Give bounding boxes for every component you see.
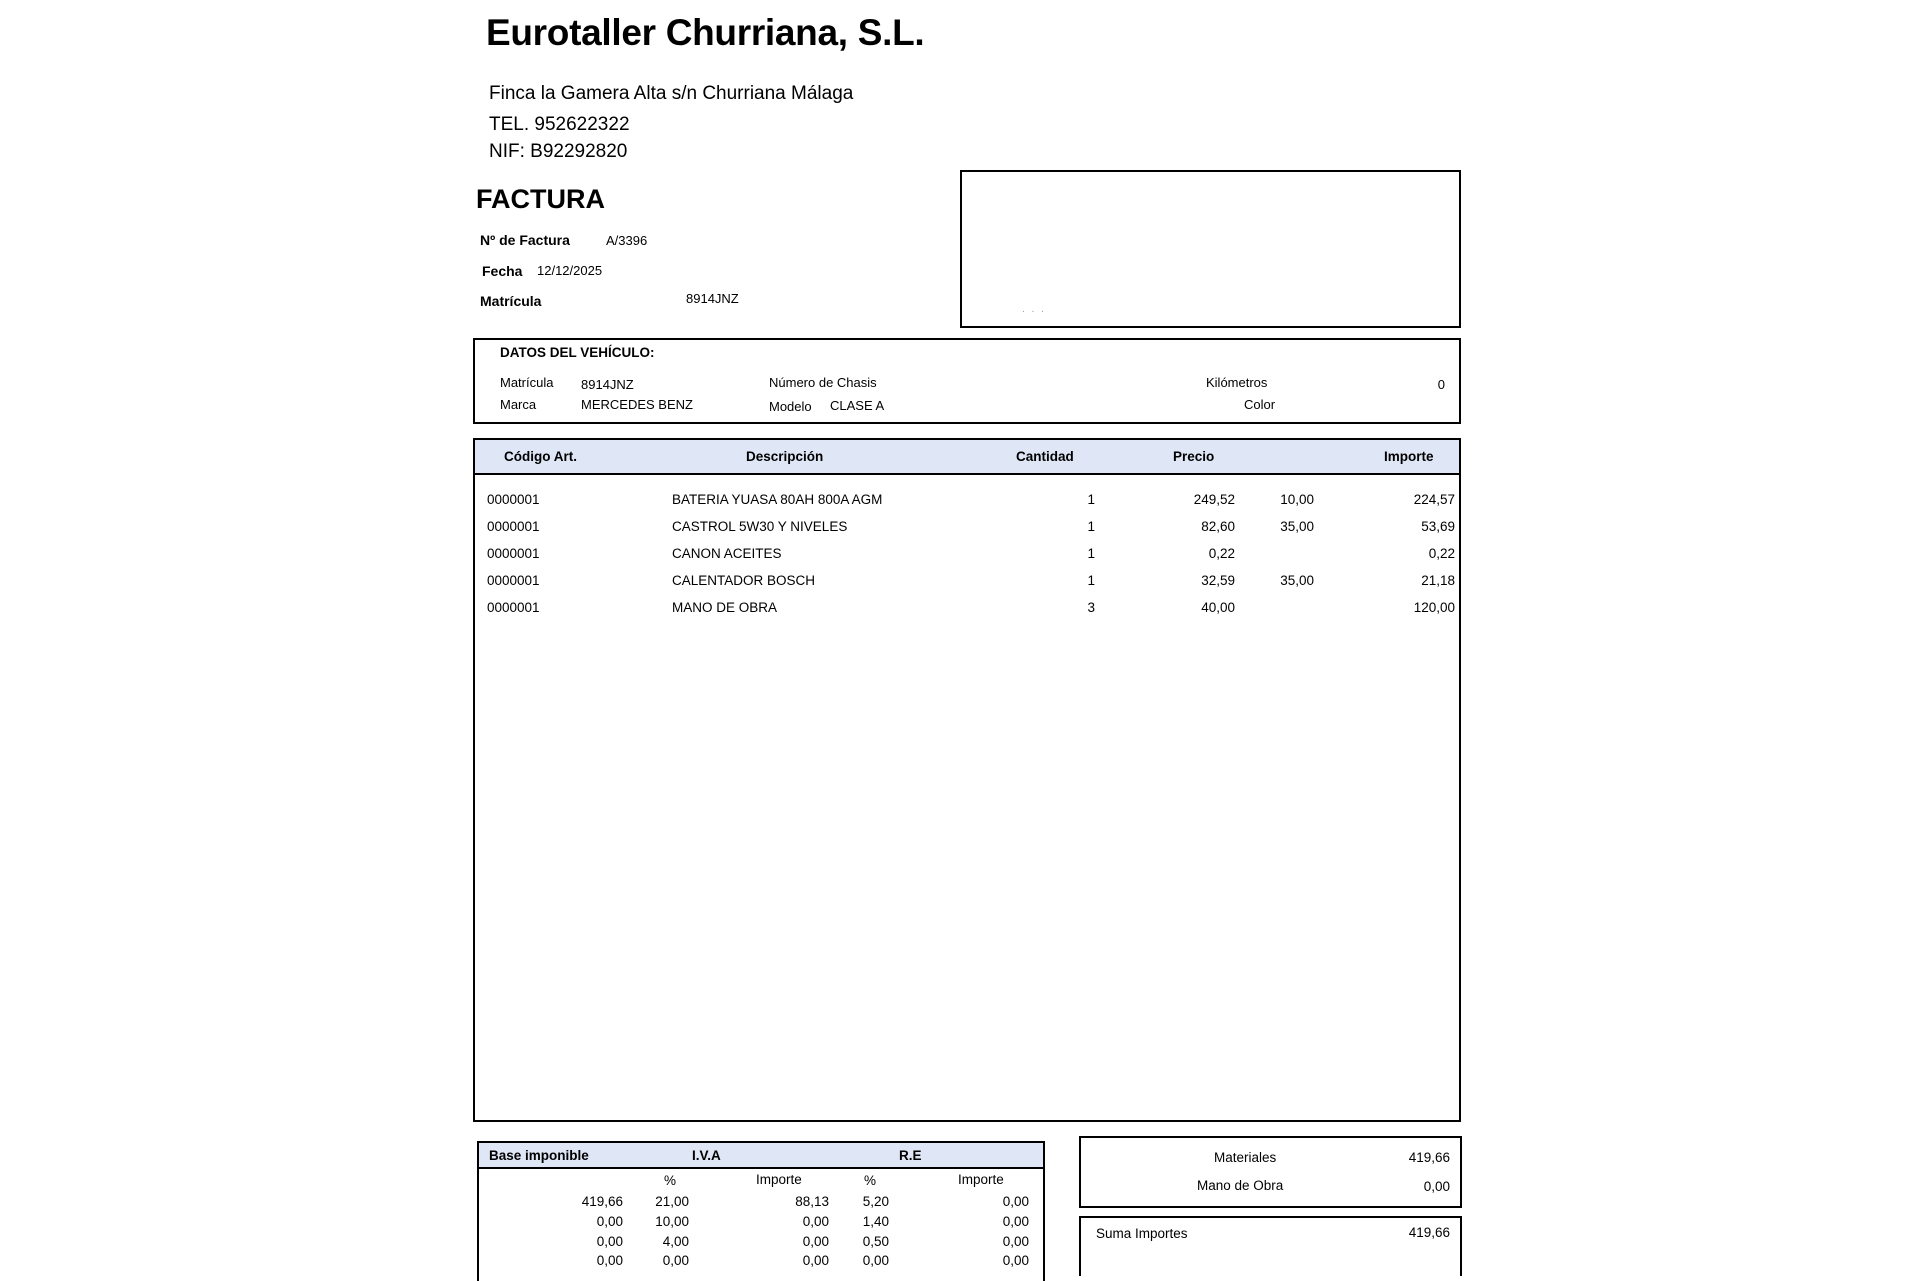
col-quantity: Cantidad	[1016, 449, 1074, 464]
invoice-number: A/3396	[606, 233, 648, 248]
row-amount: 224,57	[1413, 492, 1455, 507]
col-price: Precio	[1173, 449, 1215, 464]
tax-header	[479, 1143, 1043, 1169]
invoice-date-label: Fecha	[482, 263, 523, 279]
tax-re-amount: 0,00	[1002, 1194, 1029, 1209]
vehicle-box	[473, 338, 1461, 424]
sum-box	[1079, 1216, 1462, 1276]
invoice-plate: 8914JNZ	[686, 291, 739, 306]
invoice-title: FACTURA	[476, 184, 605, 214]
items-header	[475, 440, 1459, 475]
vehicle-model: CLASE A	[830, 398, 885, 413]
tax-iva-pct: 21,00	[655, 1194, 689, 1209]
row-quantity: 1	[1087, 573, 1095, 588]
materials-label: Materiales	[1214, 1150, 1277, 1165]
items-table	[473, 438, 1461, 1122]
company-phone: TEL. 952622322	[489, 114, 630, 135]
row-code: 0000001	[487, 546, 540, 561]
row-amount: 21,18	[1421, 573, 1455, 588]
tax-sub-iva-amount: Importe	[756, 1172, 802, 1187]
vehicle-plate: 8914JNZ	[581, 377, 634, 392]
invoice-plate-label: Matrícula	[480, 293, 542, 309]
tax-iva-amount: 0,00	[802, 1234, 829, 1249]
row-quantity: 1	[1087, 492, 1095, 507]
tax-iva-amount: 88,13	[795, 1194, 829, 1209]
row-price: 0,22	[1208, 546, 1235, 561]
vehicle-plate-label: Matrícula	[500, 375, 554, 390]
vehicle-km: 0	[1437, 377, 1445, 392]
row-code: 0000001	[487, 492, 540, 507]
materials-value: 419,66	[1408, 1150, 1450, 1165]
vehicle-brand-label: Marca	[500, 397, 537, 412]
vehicle-chassis-label: Número de Chasis	[769, 375, 877, 390]
labor-value: 0,00	[1423, 1179, 1450, 1194]
tax-table	[477, 1141, 1045, 1281]
labor-label: Mano de Obra	[1197, 1178, 1284, 1193]
tax-re-amount: 0,00	[1002, 1234, 1029, 1249]
row-code: 0000001	[487, 600, 540, 615]
tax-iva-amount: 0,00	[802, 1214, 829, 1229]
invoice-number-label: Nº de Factura	[480, 232, 570, 248]
tax-re-pct: 0,00	[862, 1253, 889, 1268]
row-code: 0000001	[487, 519, 540, 534]
tax-re-pct: 0,50	[862, 1234, 889, 1249]
tax-iva-pct: 0,00	[662, 1253, 689, 1268]
tax-re-pct: 5,20	[862, 1194, 889, 1209]
row-description: MANO DE OBRA	[672, 600, 778, 615]
vehicle-title: DATOS DEL VEHÍCULO:	[500, 345, 655, 360]
vehicle-color-label: Color	[1244, 397, 1276, 412]
row-quantity: 1	[1087, 519, 1095, 534]
tax-base: 0,00	[596, 1214, 623, 1229]
vehicle-brand: MERCEDES BENZ	[581, 397, 693, 412]
totals-box	[1079, 1136, 1462, 1208]
row-amount: 120,00	[1413, 600, 1455, 615]
company-address: Finca la Gamera Alta s/n Churriana Málaga	[489, 83, 854, 104]
sum-value: 419,66	[1408, 1225, 1450, 1240]
row-discount: 35,00	[1280, 519, 1314, 534]
invoice-date: 12/12/2025	[537, 263, 603, 278]
company-name: Eurotaller Churriana, S.L.	[486, 12, 925, 53]
row-code: 0000001	[487, 573, 540, 588]
sum-label: Suma Importes	[1096, 1226, 1188, 1241]
row-description: BATERIA YUASA 80AH 800A AGM	[672, 492, 883, 507]
row-description: CANON ACEITES	[672, 546, 782, 561]
row-price: 32,59	[1201, 573, 1235, 588]
row-discount: 35,00	[1280, 573, 1314, 588]
tax-base: 419,66	[581, 1194, 623, 1209]
row-price: 82,60	[1201, 519, 1235, 534]
company-nif: NIF: B92292820	[489, 141, 628, 162]
row-description: CALENTADOR BOSCH	[672, 573, 816, 588]
col-description: Descripción	[746, 449, 824, 464]
row-price: 40,00	[1201, 600, 1235, 615]
tax-re-amount: 0,00	[1002, 1214, 1029, 1229]
tax-re-pct: 1,40	[862, 1214, 889, 1229]
row-amount: 53,69	[1421, 519, 1455, 534]
row-amount: 0,22	[1428, 546, 1455, 561]
tax-col-re: R.E	[899, 1148, 922, 1163]
client-box-marks: . . .	[1022, 304, 1046, 315]
tax-base: 0,00	[596, 1253, 623, 1268]
row-description: CASTROL 5W30 Y NIVELES	[672, 519, 848, 534]
col-code: Código Art.	[504, 449, 577, 464]
vehicle-model-label: Modelo	[769, 399, 812, 414]
row-discount: 10,00	[1280, 492, 1314, 507]
row-quantity: 1	[1087, 546, 1095, 561]
row-price: 249,52	[1193, 492, 1235, 507]
tax-iva-pct: 10,00	[655, 1214, 689, 1229]
client-box	[960, 170, 1461, 328]
tax-sub-re-pct: %	[864, 1173, 877, 1188]
tax-sub-iva-pct: %	[664, 1173, 677, 1188]
tax-iva-pct: 4,00	[662, 1234, 689, 1249]
col-amount: Importe	[1384, 449, 1434, 464]
tax-base: 0,00	[596, 1234, 623, 1249]
row-quantity: 3	[1087, 600, 1095, 615]
tax-iva-amount: 0,00	[802, 1253, 829, 1268]
tax-col-base: Base imponible	[489, 1148, 589, 1163]
tax-col-iva: I.V.A	[692, 1148, 721, 1163]
tax-sub-re-amount: Importe	[958, 1172, 1004, 1187]
vehicle-km-label: Kilómetros	[1206, 375, 1268, 390]
tax-re-amount: 0,00	[1002, 1253, 1029, 1268]
